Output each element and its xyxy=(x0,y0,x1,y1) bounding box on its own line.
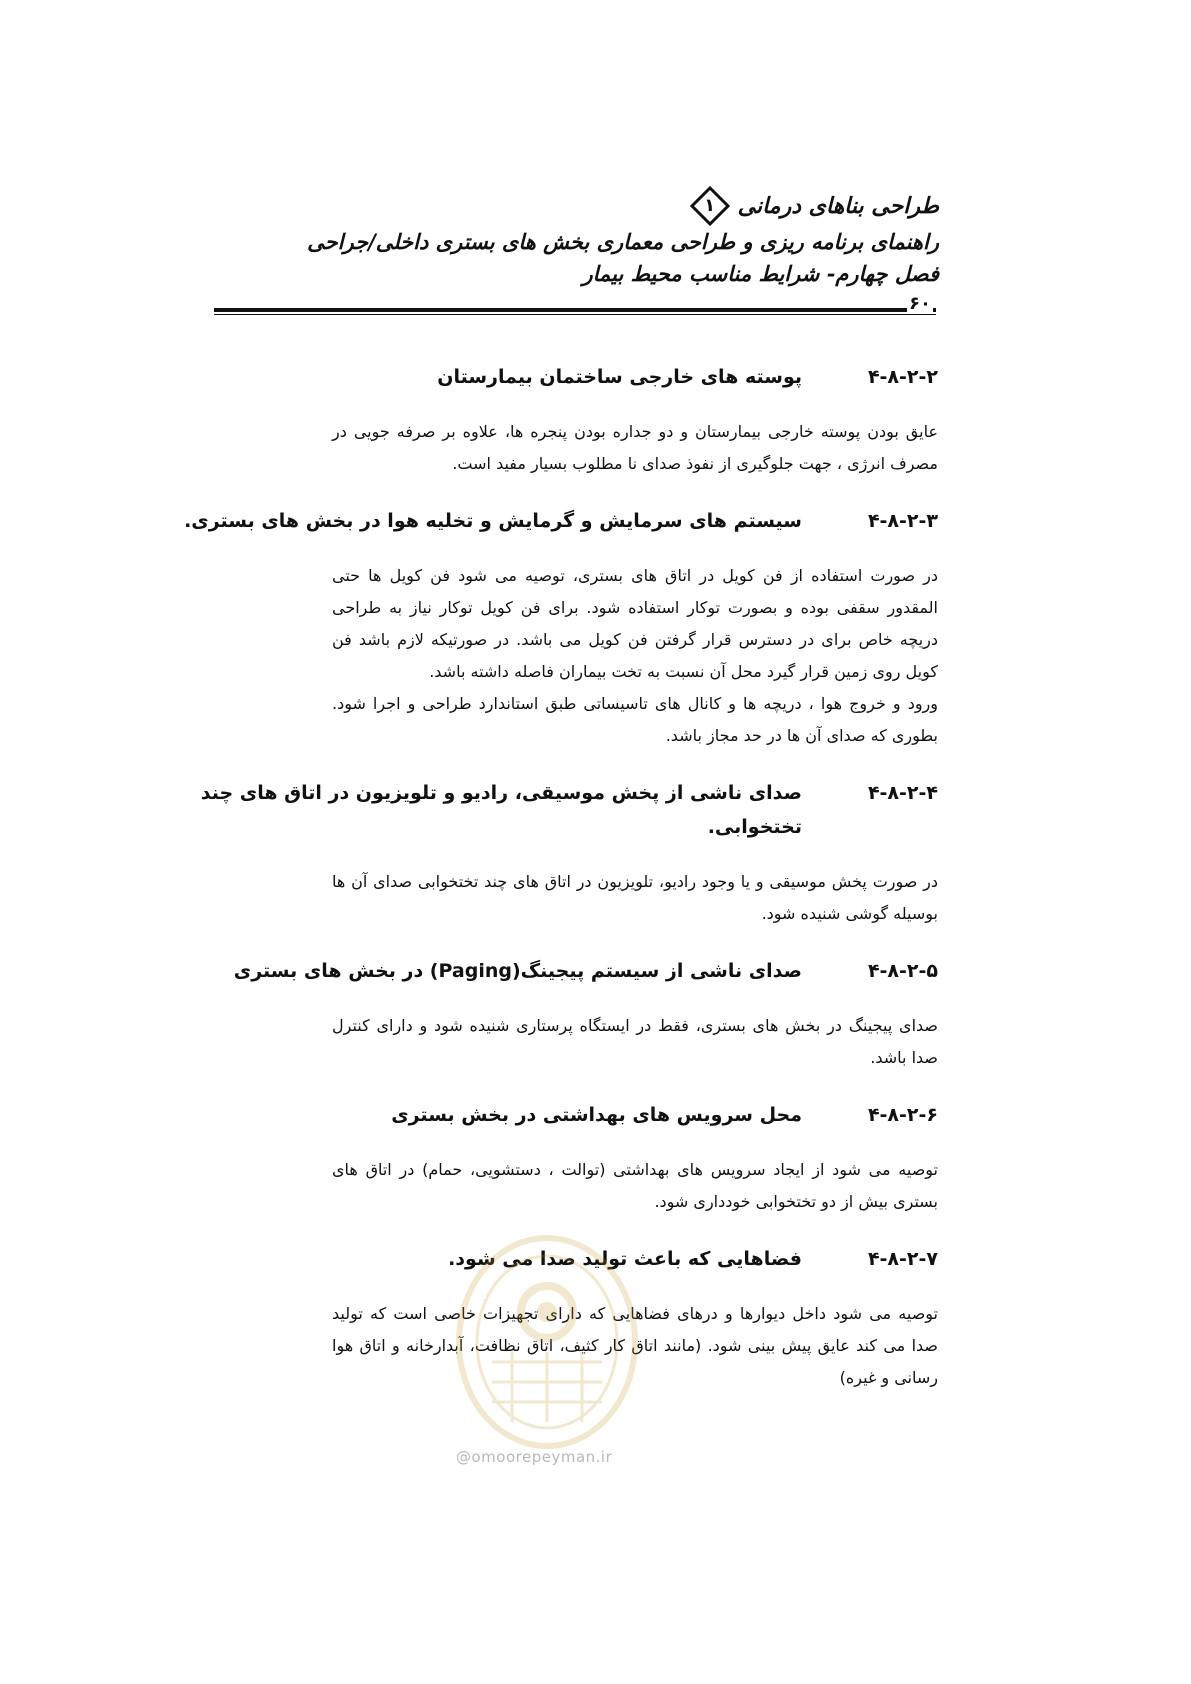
section-heading xyxy=(178,776,938,844)
section-number: ۴-۸-۲-۲ xyxy=(867,366,938,388)
section-body xyxy=(332,560,938,752)
volume-number: ۱ xyxy=(704,195,716,216)
section-title: صدای ناشی از پخش موسیقی، رادیو و تلویزیون در اتاق های چند تختخوابی. xyxy=(200,782,802,838)
header-chapter: فصل چهارم- شرایط مناسب محیط بیمار xyxy=(582,261,939,286)
paragraph: در صورت استفاده از فن کویل در اتاق های بستری، توصیه می شود فن کویل ها حتی المقدور سقفی بوده و بصورت توکار استفاده شود. برای فن کویل توکار نیاز به طراحی دریچه خاص برای در دسترس قرار گرفتن فن کویل می باشد. در صورتیکه لازم باشد فن کویل روی زمین قرار گیرد محل آن نسبت به تخت بیماران فاصله داشته باشد. xyxy=(332,566,938,681)
paragraph: ورود و خروج هوا ، دریچه ها و کانال های تاسیساتی طبق استاندارد طراحی و اجرا شود. بطوری که صدای آن ها در حد مجاز باشد. xyxy=(332,694,938,745)
running-header xyxy=(199,186,939,290)
section-body xyxy=(332,416,938,480)
paragraph: صدای پیجینگ در بخش های بستری، فقط در ایستگاه پرستاری شنیده شود و دارای کنترل صدا باشد. xyxy=(332,1016,938,1067)
section-heading xyxy=(178,504,938,538)
section-body xyxy=(332,866,938,930)
section-number: ۴-۸-۲-۳ xyxy=(867,510,938,532)
section-body xyxy=(332,1154,938,1218)
section xyxy=(178,1242,938,1394)
section-number: ۴-۸-۲-۴ xyxy=(867,782,938,804)
section xyxy=(178,954,938,1074)
page-number: ۶۰ xyxy=(909,293,931,314)
section-number: ۴-۸-۲-۵ xyxy=(867,960,938,982)
section-title: صدای ناشی از سیستم پیجینگ(Paging) در بخش های بستری xyxy=(233,960,802,982)
paragraph: توصیه می شود داخل دیوارها و درهای فضاهایی که دارای تجهیزات خاصی است که تولید صدا می کند عایق پیش بینی شود. (مانند اتاق کار کثیف، اتاق نظافت، آبدارخانه و اتاق هوا رسانی و غیره) xyxy=(332,1304,938,1387)
section-body xyxy=(332,1298,938,1394)
header-rule xyxy=(214,308,936,315)
section xyxy=(178,504,938,752)
paragraph: عایق بودن پوسته خارجی بیمارستان و دو جداره بودن پنجره ها، علاوه بر صرفه جویی در مصرف انرژی ، جهت جلوگیری از نفوذ صدای نا مطلوب بسیار مفید است. xyxy=(332,422,938,473)
section-title: پوسته های خارجی ساختمان بیمارستان xyxy=(437,366,802,388)
section-body xyxy=(332,1010,938,1074)
section-number: ۴-۸-۲-۷ xyxy=(867,1248,938,1270)
paragraph: در صورت پخش موسیقی و یا وجود رادیو، تلویزیون در اتاق های چند تختخوابی صدای آن ها بوسیله گوشی شنیده شود. xyxy=(332,872,938,923)
paragraph: توصیه می شود از ایجاد سرویس های بهداشتی (توالت ، دستشویی، حمام) در اتاق های بستری بیش از دو تختخوابی خودداری شود. xyxy=(332,1160,938,1211)
section xyxy=(178,776,938,930)
section-heading xyxy=(178,954,938,988)
section-heading xyxy=(178,1242,938,1276)
section-number: ۴-۸-۲-۶ xyxy=(867,1104,938,1126)
page-content xyxy=(178,360,938,1418)
header-subtitle: راهنمای برنامه ریزی و طراحی معماری بخش های بستری داخلی/جراحی xyxy=(307,229,939,254)
header-title-row xyxy=(199,186,939,226)
section xyxy=(178,1098,938,1218)
section-title: سیستم های سرمایش و گرمایش و تخلیه هوا در بخش های بستری. xyxy=(184,510,802,532)
volume-diamond-icon xyxy=(690,186,730,226)
book-title: طراحی بناهای درمانی xyxy=(737,193,939,219)
section-title: محل سرویس های بهداشتی در بخش بستری xyxy=(391,1104,802,1126)
section-heading xyxy=(178,1098,938,1132)
watermark-text: @omoorepeyman.ir xyxy=(456,1448,613,1466)
section xyxy=(178,360,938,480)
section-heading xyxy=(178,360,938,394)
section-title: فضاهایی که باعث تولید صدا می شود. xyxy=(448,1248,802,1270)
